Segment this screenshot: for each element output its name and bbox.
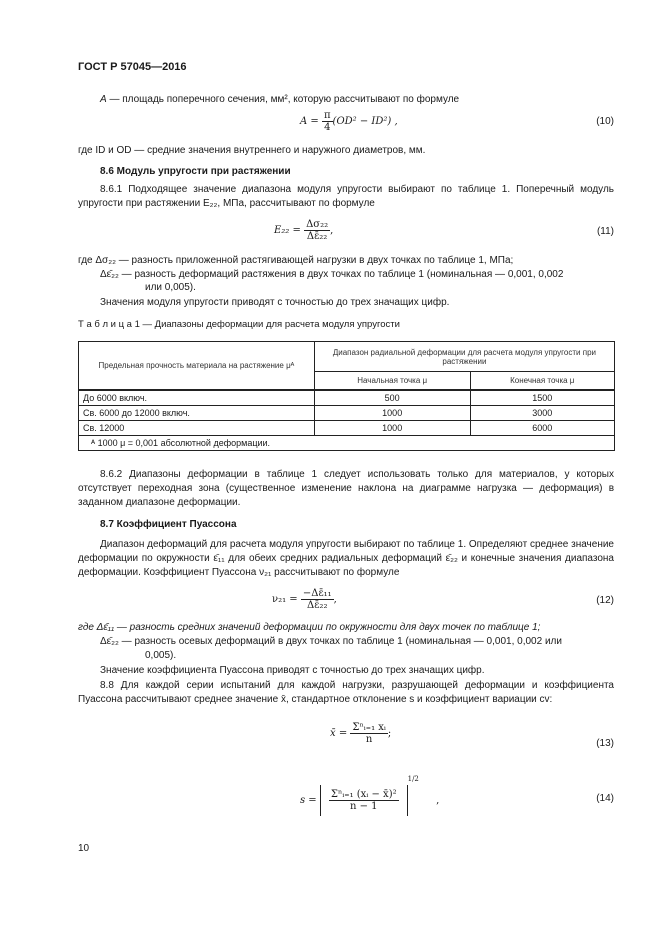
- document-page: ГОСТ Р 57045—2016 A — площадь поперечного сечения, мм², которую рассчитывают по формуле A = $\frac{\pi}{4}$ (OD² − ID²) , (10) где ID и OD — средние значения внутреннего и наружного диаметров, мм. 8.6 Модуль упругости при растяжении 8.6.1 Подходящее значение диапазона модуля упругости выбирают по таблице 1. Поперечный модуль упругости при растяжении E₂₂, МПа, рассчитывают по формуле E₂₂ = $\frac{\text{Δσ₂₂}}{\text{Δε̄₂₂}}$ , (11) где Δσ₂₂ — разность приложенной растягивающей нагрузки в двух точках по таблице 1, МПа; Δε̄₂₂ — разность деформаций растяжения в двух точках по таблице 1 (номинальная — 0,001, 0,002 или 0,005). Значения модуля упругости приводят с точностью до трех значащих цифр. Т а б л и ц а 1 — Диапазоны деформации для расчета модуля упругости Предельная прочность материала на растяжение μᴬ Диапазон радиальной деформации для расчета модуля упругости при растяжении Начальная точка μ Конечная точка μ До 6000 включ. 500 1500 Св. 6000 до 12000 включ. 1000 3000 Св. 12000 1000 6000 ᴬ 1000 μ = 0,001 абсолютной деформации. 8.6.2 Диапазоны деформации в таблице 1 следует использовать только для материалов, у которых отсутствует переходная зона (существенное изменение наклона на диаграмме нагрузка — деформация) в заданном диапазоне деформации. 8.7 Коэффициент Пуассона Диапазон деформаций для расчета модуля упругости выбирают по таблице 1. Определяют среднее значение деформации по окружности ε̄₁₁ для обеих средних радиальных деформаций ε̄₂₂ и конечные значения диапазона деформации. Коэффициент Пуассона ν₂₁ рассчитывают по формуле ν₂₁ = $\frac{\text{−Δε̄₁₁}}{\text{Δε̄₂₂}}$ , (12) где Δε̄₁₁ — разность средних значений деформации по окружности для двух точек по таблице 1; Δε̄₂₂ — разность осевых деформаций в двух точках по таблице 1 (номинальная — 0,001, 0,002 или 0,005). Значение коэффициента Пуассона приводят с точностью до трех значащих цифр. 8.8 Для каждой серии испытаний для каждой нагрузки, разрушающей деформации и коэффициента Пуассона рассчитывают среднее значение x̄, стандартное отклонение s и коэффициент вариации cv: x̄ = $\frac{\text{Σⁿᵢ₌₁ xᵢ}}{n}$ ; (13) s = $\frac{\text{Σⁿᵢ₌₁ (xᵢ − x̄)²}}{n - 1}$ $^{1/2}$ , (14) 10: [0, 0, 661, 935]
- column-header: Предельная прочность материала на растяжение μᴬ: [79, 342, 315, 390]
- table-footnote: ᴬ 1000 μ = 0,001 абсолютной деформации.: [79, 435, 615, 450]
- equation-11: E₂₂ = $\frac{\text{Δσ₂₂}}{\text{Δε̄₂₂}}$ ,: [274, 219, 334, 242]
- table-row: До 6000 включ. 500 1500: [79, 390, 615, 406]
- paragraph: Значение коэффициента Пуассона приводят с точностью до трех значащих цифр.: [100, 665, 485, 676]
- equation-10: A = $\frac{\pi}{4}$ (OD² − ID²) ,: [300, 110, 398, 133]
- area-definition: — площадь поперечного сечения, мм², которую рассчитывают по формуле: [109, 94, 460, 105]
- equation-13: x̄ = $\frac{\text{Σⁿᵢ₌₁ xᵢ}}{n}$ ;: [330, 722, 392, 745]
- definition: Δε̄₂₂ — разность деформаций растяжения в двух точках по таблице 1 (номинальная — 0,001, 0,002: [100, 269, 564, 280]
- paragraph: Диапазон деформаций для расчета модуля упругости выбирают по таблице 1. Определяют среднее значение деформации по окружности ε̄₁₁ для обеих средних радиальных деформаций ε̄₂₂ и конечные значения диапазона деформации. Коэффициент Пуассона ν₂₁ рассчитывают по формуле: [78, 539, 614, 578]
- definition-cont: или 0,005).: [145, 282, 196, 293]
- equation-number: (14): [596, 793, 614, 804]
- page-number: 10: [78, 843, 90, 854]
- table-row: Св. 12000 1000 6000: [79, 420, 615, 435]
- column-group-header: Диапазон радиальной деформации для расчета модуля упругости при растяжении: [314, 342, 614, 372]
- paragraph: 8.6.2 Диапазоны деформации в таблице 1 следует использовать только для материалов, у которых отсутствует переходная зона (существенное изменение наклона на диаграмме нагрузка — деформация) в заданном диапазоне деформации.: [78, 469, 614, 508]
- table-row: Св. 6000 до 12000 включ. 1000 3000: [79, 405, 615, 420]
- table-caption: Т а б л и ц а 1 — Диапазоны деформации для расчета модуля упругости: [78, 319, 400, 330]
- paragraph: 8.6.1 Подходящее значение диапазона модуля упругости выбирают по таблице 1. Поперечный модуль упругости при растяжении E₂₂, МПа, рассчитывают по формуле: [78, 184, 614, 209]
- deformation-table: [78, 341, 615, 451]
- paragraph: где ID и OD — средние значения внутреннего и наружного диаметров, мм.: [78, 145, 426, 156]
- column-header: Начальная точка μ: [314, 372, 470, 390]
- definition-cont: 0,005).: [145, 650, 177, 661]
- paragraph: Значения модуля упругости приводят с точностью до трех значащих цифр.: [100, 297, 450, 308]
- document-header: ГОСТ Р 57045—2016: [78, 61, 187, 73]
- equation-number: (12): [596, 595, 614, 606]
- definition: где Δε̄₁₁ — разность средних значений деформации по окружности для двух точек по таблице 1;: [78, 622, 541, 633]
- section-heading: 8.6 Модуль упругости при растяжении: [100, 166, 291, 177]
- column-header: Конечная точка μ: [470, 372, 614, 390]
- definition: Δε̄₂₂ — разность осевых деформаций в двух точках по таблице 1 (номинальная — 0,001, 0,002 или: [100, 636, 562, 647]
- equation-number: (13): [596, 738, 614, 749]
- equation-number: (11): [596, 226, 614, 237]
- section-heading: 8.7 Коэффициент Пуассона: [100, 519, 237, 530]
- equation-14: s = $\frac{\text{Σⁿᵢ₌₁ (xᵢ − x̄)²}}{n - 1}$ $^{1/2}$ ,: [300, 775, 439, 816]
- equation-number: (10): [596, 116, 614, 127]
- definition: где Δσ₂₂ — разность приложенной растягивающей нагрузки в двух точках по таблице 1, МПа;: [78, 255, 514, 266]
- equation-12: ν₂₁ = $\frac{\text{−Δε̄₁₁}}{\text{Δε̄₂₂}}$ ,: [272, 588, 337, 611]
- paragraph: 8.8 Для каждой серии испытаний для каждой нагрузки, разрушающей деформации и коэффициента Пуассона рассчитывают среднее значение x̄, стандартное отклонение s и коэффициент вариации cv:: [78, 680, 614, 705]
